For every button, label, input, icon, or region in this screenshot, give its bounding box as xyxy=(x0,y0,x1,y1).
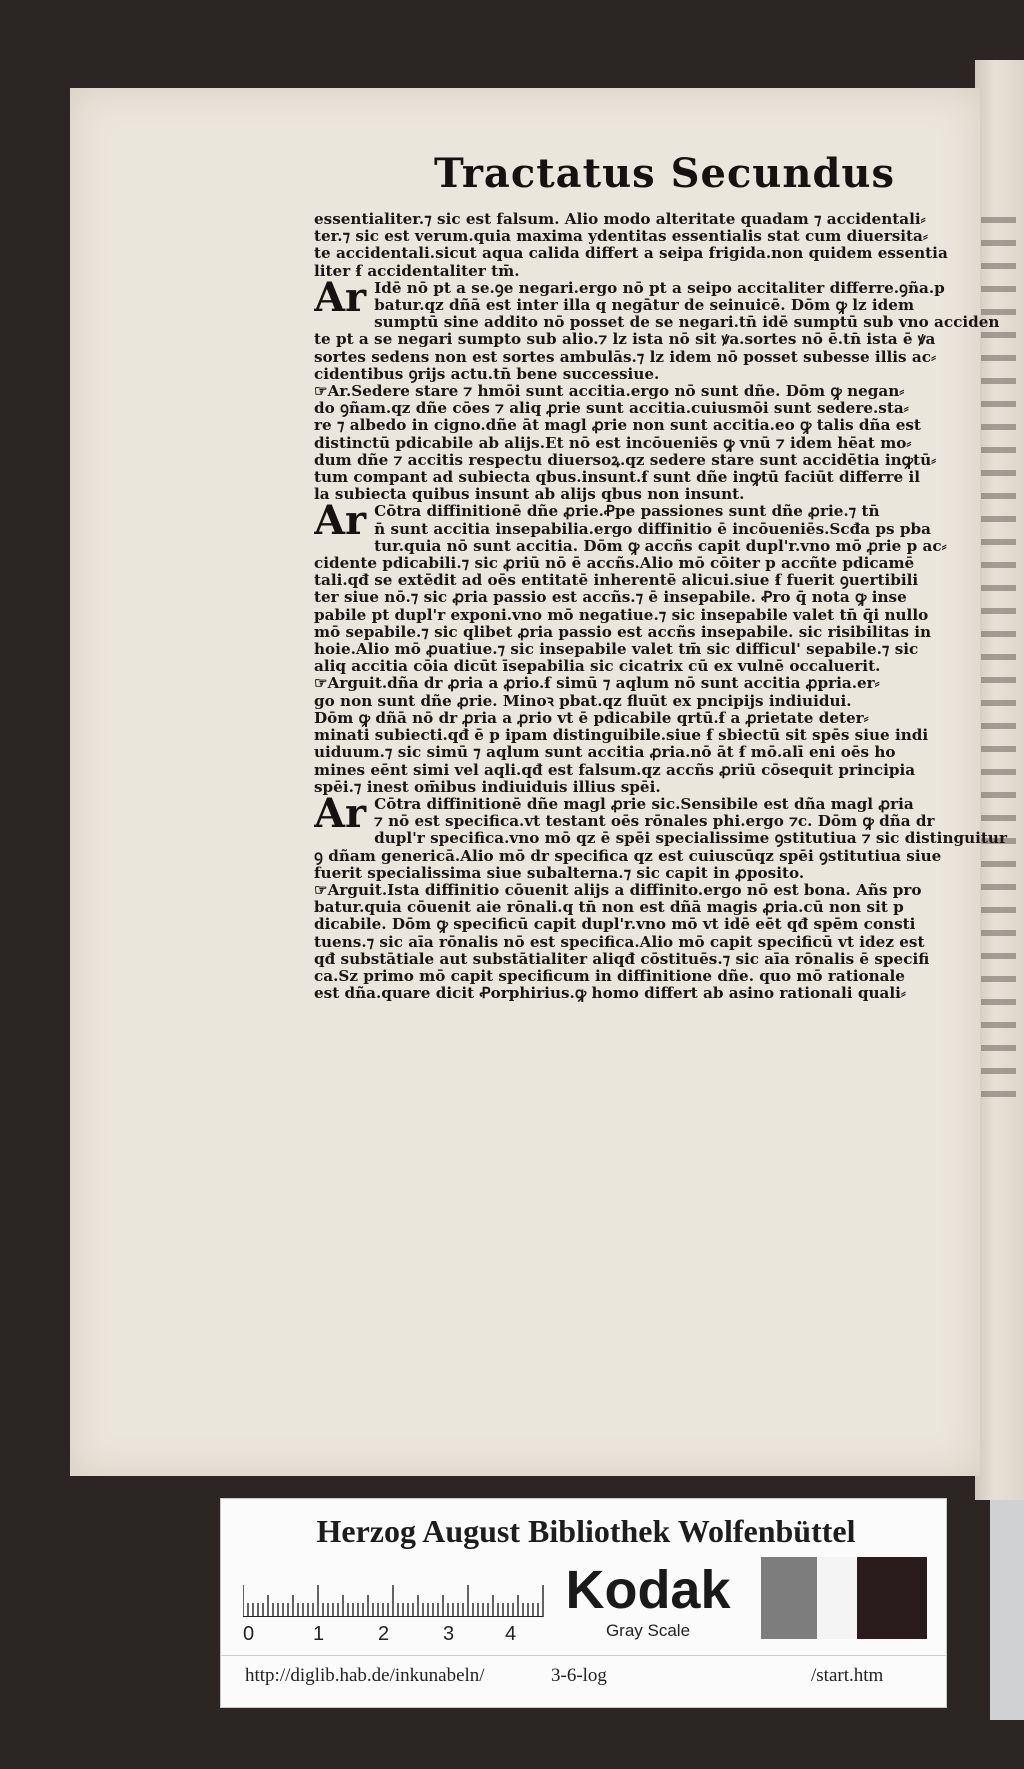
running-title: Tractatus Secundus xyxy=(434,150,896,197)
text-line: Idē nō pt a se.ꝯe negari.ergo nō pt a seipo accitaliter differre.ꝯña.p xyxy=(374,279,945,297)
text-line: sumptū sine addito nō posset de se negari.tn̄ idē sumptū sub vno acciden xyxy=(374,314,1000,332)
kodak-logo: Kodak xyxy=(565,1560,731,1620)
text-line: liter ẜ accidentaliter tm̄. xyxy=(314,262,520,280)
ruler-label: 3 xyxy=(443,1623,455,1645)
paragraph xyxy=(314,503,1014,675)
text-line: te accidentali.sicut aqua calida differt a seipa frigida.non quidem essentia xyxy=(314,245,948,263)
initial-letter: Ar xyxy=(314,795,367,837)
text-line: hoie.Alio mō ꝓuatiue.⁊ sic insepabile valet tm̄ sic difficul' sepabile.⁊ sic xyxy=(314,641,919,659)
text-line: qđ substātiale aut substātialiter aliqđ cōstituēs.⁊ sic aīa rōnalis ē specifi xyxy=(314,950,930,968)
text-line: do ꝯñam.qz dñe cōes ⁊ aliq ꝓrie sunt accitia.cuiusmōi sunt sedere.sta⸗ xyxy=(314,400,909,418)
text-line: cidente pdicabili.⁊ sic ꝓriū nō ē accñs.Alio mō cōiter p accñte pdicamē xyxy=(314,555,915,573)
text-line: go non sunt dñe ꝓrie. Minoꝛ pbat.qz fluūt ex pncipijs indiuidui. xyxy=(314,692,852,710)
text-line: te pt a se negari sumpto sub alio.⁊ lz ista nō sit ꝟa.sortes nō ē.tn̄ ista ē ꝟa xyxy=(314,331,936,349)
ruler-labels xyxy=(243,1623,573,1647)
white-swatch xyxy=(817,1557,857,1639)
book-page xyxy=(70,88,1007,1476)
text-line: Cōtra diffinitionē dñe magl ꝓrie sic.Sensibile est dña magl ꝓria xyxy=(374,795,914,813)
text-line: distinctū pdicabile ab alijs.Et nō est incōueniēs ꝙ vnū ⁊ idem hēat mo⸗ xyxy=(314,434,912,452)
paragraph xyxy=(314,882,1014,1002)
text-line: pabile pt dupl'r exponi.vno mō negatiue.⁊ sic insepabile valet tn̄ q̄i nullo xyxy=(314,606,929,624)
text-line: spēi.⁊ inest om̄ibus indiuiduis illius spēi. xyxy=(314,778,661,796)
text-line: tali.qđ se extēdit ad oēs entitatē inherentē alicui.siue ẜ fuerit ꝯuertibili xyxy=(314,572,919,590)
black-swatch xyxy=(857,1557,927,1639)
text-line: est dña.quare dicit Ꝓorphirius.ꝙ homo differt ab asino rationali quali⸗ xyxy=(314,985,906,1003)
text-line: fuerit specialissima siue subalterna.⁊ sic capit in ꝓposito. xyxy=(314,864,805,882)
ruler xyxy=(243,1577,553,1617)
ruler-label: 2 xyxy=(378,1623,390,1645)
text-line: essentialiter.⁊ sic est falsum. Alio modo alteritate quadam ⁊ accidentali⸗ xyxy=(314,211,926,228)
text-line: batur.qz dñā est inter illa q negātur de seinuicē. Dōm ꝙ lz idem xyxy=(374,297,915,315)
text-line: Cōtra diffinitionē dñe ꝓrie.Ꝓpe passiones sunt dñe ꝓrie.⁊ tn̄ xyxy=(374,503,880,521)
text-line: dum dñe ⁊ accitis respectu diuersoꝝ.qz sedere stare sunt accidētia inꝙtū⸗ xyxy=(314,451,937,469)
text-line: aliq accitia cōia dicūt īsepabilia sic cicatrix cū ex vulnē occaluerit. xyxy=(314,658,881,676)
card-divider xyxy=(221,1655,946,1656)
text-line: minati subiecti.qđ ē p ipam distinguibile.siue ẜ sbiectū sit spēs siue indi xyxy=(314,727,929,745)
text-line: batur.quia cōuenit aie rōnali.q tn̄ non est dñā magis ꝓria.cū non sit p xyxy=(314,899,904,917)
text-line: dicabile. Dōm ꝙ specificū capit dupl'r.vno mō vt idē eēt qđ spēm consti xyxy=(314,916,916,934)
text-line: ꝯ dñam genericā.Alio mō dr specifica qz est cuiuscūqz spēi ꝯstitutiua siue xyxy=(314,847,942,865)
text-line: tur.quia nō sunt accitia. Dōm ꝙ accñs capit dupl'r.vno mō ꝓrie p ac⸗ xyxy=(374,537,947,555)
ruler-label: 4 xyxy=(505,1623,517,1645)
page-text-area xyxy=(314,150,1014,1002)
initial-letter: Ar xyxy=(314,279,367,321)
url-left: http://diglib.hab.de/inkunabeln/ xyxy=(245,1665,485,1686)
initial-letter: Ar xyxy=(314,503,367,545)
text-line: tum compant ad subiecta qbus.insunt.ẜ sunt dñe inꝙtū faciūt differre il xyxy=(314,469,920,487)
paragraph xyxy=(314,280,1014,383)
text-line: ☞Arguit.Ista diffinitio cōuenit alijs a diffinito.ergo nō est bona. Añs pro xyxy=(314,881,922,899)
ruler-label: 1 xyxy=(313,1623,325,1645)
right-edge-strip xyxy=(990,1500,1024,1720)
ruler-label: 0 xyxy=(243,1623,255,1645)
gray-swatch xyxy=(761,1557,817,1639)
text-line: ca.Sz primo mō capit specificum in diffinitione dñe. quo mō rationale xyxy=(314,967,905,985)
text-line: n̄ sunt accitia insepabilia.ergo diffinitio ē incōueniēs.Scđa ps pba xyxy=(374,520,931,538)
text-line: ☞Arguit.dña dr ꝓria a ꝓrio.ẜ simū ⁊ aqlum nō sunt accitia ꝓpria.er⸗ xyxy=(314,675,880,693)
paragraph xyxy=(314,796,1014,882)
text-line: ⁊ nō est specifica.vt testant oēs rōnales phi.ergo ⁊c. Dōm ꝙ dña dr xyxy=(374,813,935,831)
target-card xyxy=(220,1498,947,1708)
text-line: ☞Ar.Sedere stare ⁊ hmōi sunt accitia.ergo nō sunt dñe. Dōm ꝙ negan⸗ xyxy=(314,383,905,401)
text-line: ter siue nō.⁊ sic ꝓria passio est accñs.⁊ ē insepabile. Ꝓro q̄ nota ꝙ inse xyxy=(314,589,907,607)
url-right: /start.htm xyxy=(811,1665,884,1686)
text-line: la subiecta quibus insunt ab alijs qbus non insunt. xyxy=(314,486,745,504)
url-mid: 3-6-log xyxy=(551,1665,607,1686)
text-line: Dōm ꝙ dñā nō dr ꝓria a ꝓrio vt ē pdicabile qrtū.ẜ a ꝓrietate deter⸗ xyxy=(314,709,869,727)
paragraph xyxy=(314,675,1014,795)
text-line: uiduum.⁊ sic simū ⁊ aqlum sunt accitia ꝓria.nō āt ẜ mō.alī eni oēs ho xyxy=(314,744,896,762)
library-name: Herzog August Bibliothek Wolfenbüttel xyxy=(316,1513,856,1549)
text-line: tuens.⁊ sic aīa rōnalis nō est specifica.Alio mō capit specificū vt idez est xyxy=(314,933,925,951)
text-line: ter.⁊ sic est verum.quia maxima ydentitas essentialis stat cum diuersita⸗ xyxy=(314,228,928,246)
text-line: cidentibus ꝯrijs actu.tn̄ bene successiue. xyxy=(314,365,660,383)
text-line: sortes sedens non est sortes ambulās.⁊ lz idem nō posset subesse illis ac⸗ xyxy=(314,348,936,366)
text-line: mines eēnt simi vel aqli.qđ est falsum.qz accñs ꝓriū cōsequit principia xyxy=(314,761,916,779)
text-line: dupl'r specifica.vno mō qz ē spēi specialissime ꝯstitutiua ⁊ sic distinguitur xyxy=(374,830,1007,848)
text-line: re ⁊ albedo in cigno.dñe āt magl ꝓrie non sunt accitia.eo ꝙ talis dña est xyxy=(314,417,921,435)
paragraph xyxy=(314,383,1014,503)
text-block xyxy=(314,211,1014,1002)
gray-scale-label: Gray Scale xyxy=(605,1621,691,1640)
text-line: mō sepabile.⁊ sic qlibet ꝓria passio est accñs insepabile. sic risibilitas in xyxy=(314,623,932,641)
